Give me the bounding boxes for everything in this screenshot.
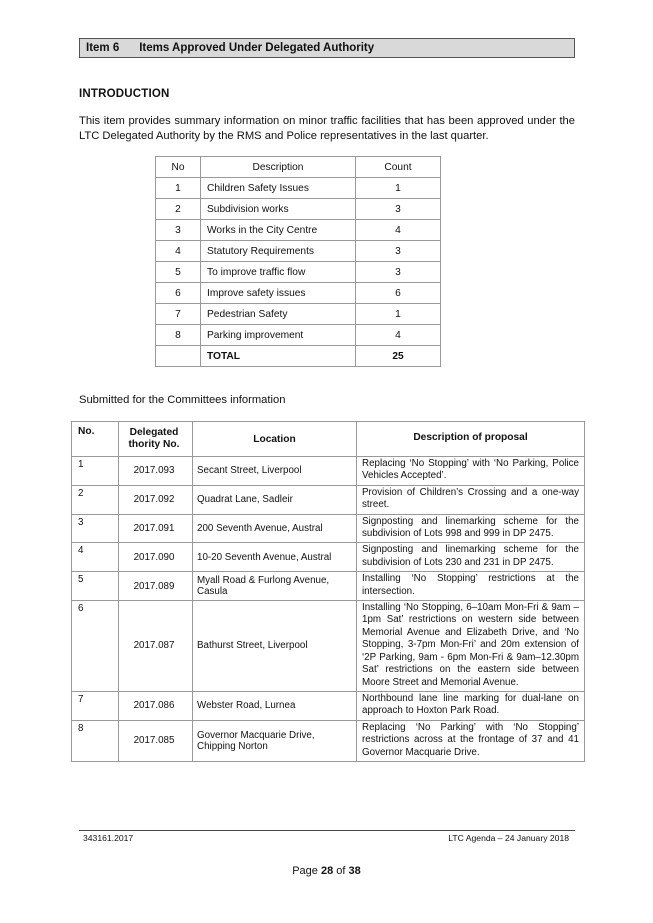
summary-count: 6 <box>356 283 441 304</box>
summary-row <box>156 220 441 241</box>
proposal-ref: 2017.087 <box>119 601 193 692</box>
proposal-location: Webster Road, Lurnea <box>193 691 357 720</box>
proposal-location: Quadrat Lane, Sadleir <box>193 485 357 514</box>
summary-count: 4 <box>356 220 441 241</box>
summary-description: Parking improvement <box>201 325 356 346</box>
summary-description: Pedestrian Safety <box>201 304 356 325</box>
summary-row <box>156 199 441 220</box>
summary-row <box>156 178 441 199</box>
proposal-no: 8 <box>72 720 119 761</box>
proposal-row <box>72 543 585 572</box>
summary-count: 1 <box>356 304 441 325</box>
summary-description: Subdivision works <box>201 199 356 220</box>
proposal-location: 10-20 Seventh Avenue, Austral <box>193 543 357 572</box>
summary-description: To improve traffic flow <box>201 262 356 283</box>
proposal-description: Installing ‘No Stopping, 6–10am Mon-Fri & 9am – 1pm Sat’ restrictions on western side between Memorial Avenue and Elizabeth Drive, and ‘No Stopping, 3-7pm Mon-Fri’ and 20m extension of ‘2P Parking, 9am - 6pm Mon-Fri & 9am–12.30pm Sat’ restrictions on the eastern side between Moore Street and Memorial Avenue. <box>357 601 585 692</box>
page-prefix: Page <box>292 865 318 877</box>
summary-total-row <box>156 346 441 367</box>
proposal-no: 1 <box>72 457 119 486</box>
proposal-row <box>72 601 585 692</box>
proposal-description: Replacing ‘No Parking’ with ‘No Stopping’ restrictions across at the frontage of 37 and 41 Governor Macquarie Drive. <box>357 720 585 761</box>
proposal-no: 6 <box>72 601 119 692</box>
proposal-description: Signposting and linemarking scheme for the subdivision of Lots 230 and 231 in DP 2475. <box>357 543 585 572</box>
summary-no: 8 <box>156 325 201 346</box>
proposal-description: Northbound lane line marking for dual-lane on approach to Hoxton Park Road. <box>357 691 585 720</box>
proposal-location: 200 Seventh Avenue, Austral <box>193 514 357 543</box>
item-number: Item 6 <box>86 42 120 54</box>
item-header <box>79 38 575 58</box>
footer-divider <box>79 830 575 831</box>
proposal-row <box>72 514 585 543</box>
summary-no: 2 <box>156 199 201 220</box>
proposals-header-location: Location <box>193 422 357 457</box>
summary-row <box>156 283 441 304</box>
summary-header-row <box>156 157 441 178</box>
proposal-no: 3 <box>72 514 119 543</box>
proposal-ref: 2017.090 <box>119 543 193 572</box>
summary-row <box>156 262 441 283</box>
summary-total-count: 25 <box>356 346 441 367</box>
summary-count: 3 <box>356 241 441 262</box>
summary-header-count: Count <box>356 157 441 178</box>
introduction-paragraph: This item provides summary information on minor traffic facilities that has been approved under the LTC Delegated Authority by the RMS and Police representatives in the last quarter. <box>79 115 575 142</box>
page-of: of <box>336 865 346 877</box>
summary-total-label: TOTAL <box>201 346 356 367</box>
summary-description: Works in the City Centre <box>201 220 356 241</box>
footer-agenda-date: LTC Agenda – 24 January 2018 <box>448 833 569 843</box>
proposal-no: 5 <box>72 572 119 601</box>
submitted-note: Submitted for the Committees information <box>79 394 286 406</box>
proposals-header-description: Description of proposal <box>357 422 585 457</box>
proposal-description: Signposting and linemarking scheme for the subdivision of Lots 998 and 999 in DP 2475. <box>357 514 585 543</box>
proposal-no: 7 <box>72 691 119 720</box>
proposals-header-no: No. <box>72 422 119 457</box>
page-current: 28 <box>320 865 334 877</box>
proposal-description: Provision of Children’s Crossing and a one-way street. <box>357 485 585 514</box>
proposal-ref: 2017.093 <box>119 457 193 486</box>
proposal-location: Secant Street, Liverpool <box>193 457 357 486</box>
summary-description: Statutory Requirements <box>201 241 356 262</box>
proposal-location: Bathurst Street, Liverpool <box>193 601 357 692</box>
summary-count: 3 <box>356 262 441 283</box>
proposal-row <box>72 485 585 514</box>
proposals-table <box>71 421 585 762</box>
proposal-ref: 2017.085 <box>119 720 193 761</box>
summary-no: 7 <box>156 304 201 325</box>
summary-no: 6 <box>156 283 201 304</box>
proposal-description: Replacing ‘No Stopping’ with ‘No Parking, Police Vehicles Accepted’. <box>357 457 585 486</box>
footer-document-id: 343161.2017 <box>83 833 134 843</box>
summary-description: Children Safety Issues <box>201 178 356 199</box>
proposal-ref: 2017.092 <box>119 485 193 514</box>
summary-no: 5 <box>156 262 201 283</box>
summary-no: 1 <box>156 178 201 199</box>
proposal-row <box>72 457 585 486</box>
page-number <box>0 865 653 877</box>
summary-table <box>155 156 441 367</box>
summary-count: 4 <box>356 325 441 346</box>
summary-count: 1 <box>356 178 441 199</box>
summary-row <box>156 241 441 262</box>
proposal-location: Governor Macquarie Drive, Chipping Norton <box>193 720 357 761</box>
summary-row <box>156 304 441 325</box>
proposal-row <box>72 720 585 761</box>
proposal-description: Installing ‘No Stopping’ restrictions at the intersection. <box>357 572 585 601</box>
proposal-no: 4 <box>72 543 119 572</box>
summary-total-blank <box>156 346 201 367</box>
proposal-row <box>72 572 585 601</box>
summary-description: Improve safety issues <box>201 283 356 304</box>
summary-no: 4 <box>156 241 201 262</box>
introduction-heading: INTRODUCTION <box>79 88 170 100</box>
proposals-header-row <box>72 422 585 457</box>
summary-row <box>156 325 441 346</box>
proposals-header-ref: Delegated thority No. <box>119 422 193 457</box>
item-title: Items Approved Under Delegated Authority <box>139 42 375 54</box>
proposal-ref: 2017.086 <box>119 691 193 720</box>
summary-no: 3 <box>156 220 201 241</box>
proposal-ref: 2017.089 <box>119 572 193 601</box>
summary-header-description: Description <box>201 157 356 178</box>
summary-header-no: No <box>156 157 201 178</box>
proposal-no: 2 <box>72 485 119 514</box>
proposal-ref: 2017.091 <box>119 514 193 543</box>
proposal-location: Myall Road & Furlong Avenue, Casula <box>193 572 357 601</box>
page-total: 38 <box>348 865 361 877</box>
summary-count: 3 <box>356 199 441 220</box>
proposal-row <box>72 691 585 720</box>
